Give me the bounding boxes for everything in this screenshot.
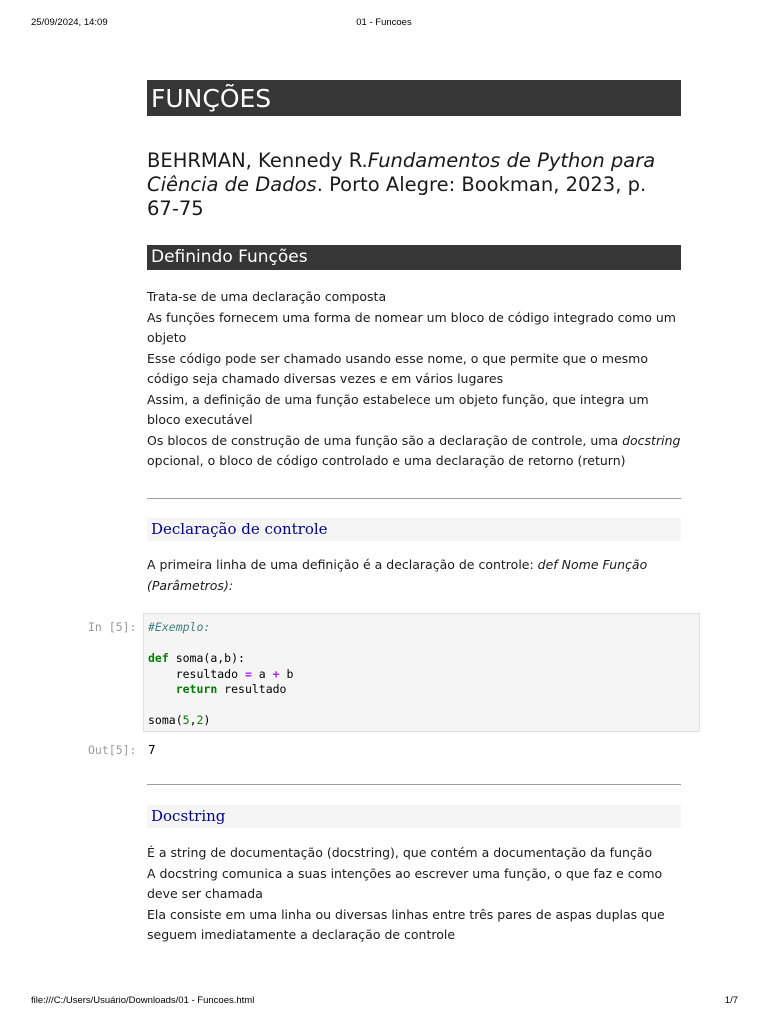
output-prompt: Out[5]: bbox=[88, 743, 137, 757]
code-text bbox=[148, 682, 176, 696]
defining-line bbox=[147, 431, 681, 472]
defining-line: Esse código pode ser chamado usando esse nome, o que permite que o mesmo código seja chamado diversas vezes e em vários lugares bbox=[147, 350, 648, 386]
control-syntax: def Nome Função (Parâmetros): bbox=[147, 557, 648, 593]
code-keyword-return: return bbox=[175, 682, 218, 696]
page-title: FUNÇÕES bbox=[147, 80, 681, 116]
code-comment: #Exemplo: bbox=[148, 620, 211, 634]
cell-output: 7 bbox=[148, 743, 156, 757]
defining-line: Assim, a definição de uma função estabelece um objeto função, que integra um bloco executável bbox=[147, 391, 649, 427]
defining-paragraph bbox=[147, 287, 681, 472]
reference-authors: BEHRMAN, Kennedy R. bbox=[147, 149, 368, 172]
defining-line: Trata-se de uma declaração composta bbox=[147, 289, 387, 304]
code-operator: = bbox=[244, 666, 252, 681]
print-title: 01 - Funcoes bbox=[356, 17, 412, 28]
docstring-paragraph bbox=[147, 843, 681, 946]
input-prompt: In [5]: bbox=[88, 620, 137, 634]
defining-last-before: Os blocos de construção de uma função são a declaração de controle, uma bbox=[147, 432, 623, 448]
print-url: file:///C:/Users/Usuário/Downloads/01 - Funcoes.html bbox=[31, 995, 255, 1006]
code-cell[interactable] bbox=[143, 613, 700, 732]
code-operator: + bbox=[272, 666, 280, 681]
print-date: 25/09/2024, 14:09 bbox=[31, 17, 108, 28]
code-text: soma(a,b): bbox=[168, 651, 245, 665]
reference-citation bbox=[147, 149, 681, 221]
defining-last-italic: docstring bbox=[622, 432, 681, 448]
code-text: ) bbox=[203, 713, 211, 727]
code-content bbox=[148, 620, 293, 729]
docstring-line: A docstring comunica a suas intenções ao escrever uma função, o que faz e como deve ser chamada bbox=[147, 865, 663, 901]
defining-line: As funções fornecem uma forma de nomear um bloco de código integrado como um objeto bbox=[147, 309, 676, 345]
code-text: resultado bbox=[148, 666, 245, 681]
code-text: , bbox=[189, 713, 197, 727]
docstring-line: Ela consiste em uma linha ou diversas linhas entre três pares de aspas duplas que seguem imediatamente a declaração de controle bbox=[147, 906, 665, 942]
code-text: resultado bbox=[217, 682, 287, 696]
reference-details: . Porto Alegre: Bookman, 2023, p. 67-75 bbox=[147, 173, 647, 220]
docstring-line: É a string de documentação (docstring), que contém a documentação da função bbox=[147, 845, 653, 860]
code-number: 2 bbox=[196, 713, 204, 727]
code-keyword-def: def bbox=[148, 651, 169, 665]
code-text: soma( bbox=[148, 713, 183, 727]
code-number: 5 bbox=[182, 713, 190, 727]
print-page-number: 1/7 bbox=[724, 995, 738, 1006]
code-text: b bbox=[279, 666, 294, 681]
reference-work: Fundamentos de Python para Ciência de Dados bbox=[147, 149, 656, 196]
divider bbox=[147, 498, 681, 499]
code-text: a bbox=[251, 666, 273, 681]
section-heading-defining: Definindo Funções bbox=[147, 245, 681, 270]
control-paragraph bbox=[147, 555, 681, 596]
section-heading-docstring: Docstring bbox=[147, 805, 681, 828]
defining-last-after: opcional, o bloco de código controlado e uma declaração de retorno (return) bbox=[147, 453, 626, 468]
control-text: A primeira linha de uma definição é a declaração de controle: bbox=[147, 557, 538, 572]
divider bbox=[147, 784, 681, 785]
section-heading-control: Declaração de controle bbox=[147, 518, 681, 541]
